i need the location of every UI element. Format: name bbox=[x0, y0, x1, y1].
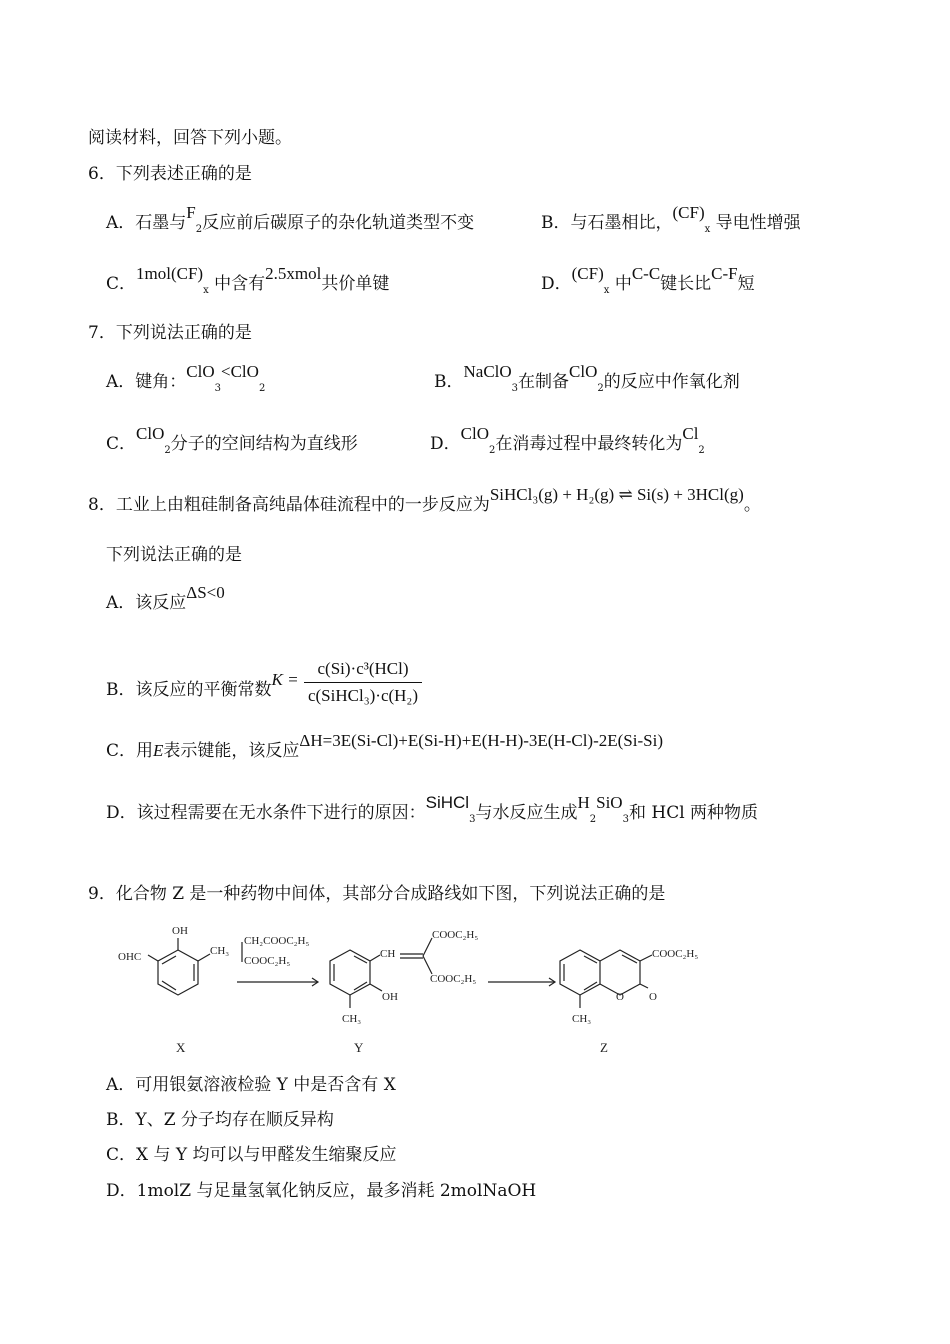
label-x: X bbox=[176, 1040, 186, 1055]
z-ch3-label: CH₃ bbox=[572, 1013, 592, 1025]
q9-option-c: C．X 与 Y 均可以与甲醛发生缩聚反应 bbox=[106, 1145, 397, 1165]
y-cooet-top: COOC₂H₅ bbox=[432, 929, 479, 941]
q9-stem: 9．化合物 Z 是一种药物中间体，其部分合成路线如下图，下列说法正确的是 bbox=[88, 884, 666, 904]
q6-option-c: C．$1mol(CF)_x$ 中含有2.5xmol共价单键 bbox=[106, 264, 390, 296]
label-z: Z bbox=[600, 1040, 608, 1055]
q6-option-b: B．与石墨相比，$(CF)_x$ 导电性增强 bbox=[541, 203, 801, 235]
q7-option-b: B．NaClO$_3$在制备ClO$_2$的反应中作氧化剂 bbox=[434, 362, 740, 394]
q9-option-a: A．可用银氨溶液检验 Y 中是否含有 X bbox=[106, 1075, 396, 1095]
z-cooet-label: COOC₂H₅ bbox=[652, 948, 699, 960]
y-benzene-ring bbox=[330, 950, 370, 995]
z-benzene-ring bbox=[560, 950, 600, 995]
q9-option-b: B．Y、Z 分子均存在顺反异构 bbox=[106, 1110, 334, 1130]
y-ch-label: CH bbox=[380, 948, 396, 960]
q8-option-a: A．该反应ΔS<0 bbox=[106, 583, 225, 613]
x-benzene-ring bbox=[158, 950, 198, 995]
x-ch3-label: CH₃ bbox=[210, 945, 230, 957]
equilibrium-constant-fraction: $\frac{\text{c(Si)·c³(HCl)}}{\text{c(SiHCl₃)·c(H₂)}}$ bbox=[304, 658, 422, 707]
q6-option-d: D．$(CF)_x$ 中C-C键长比C-F短 bbox=[541, 264, 755, 296]
q8-option-b: B．该反应的平衡常数K = $\frac{\text{c(Si)·c³(HCl)}}{\text{c(SiHCl₃)·c(H₂)}}$ bbox=[106, 666, 422, 715]
q6-option-a: A．石墨与$F_2$反应前后碳原子的杂化轨道类型不变 bbox=[106, 203, 475, 235]
q7-option-d: D．ClO$_2$在消毒过程中最终转化为$Cl_2$ bbox=[430, 424, 705, 456]
q8-option-d: D．该过程需要在无水条件下进行的原因：SiHCl$_3$与水反应生成$H_2SiO_3$和 HCl 两种物质 bbox=[106, 793, 759, 825]
q8-sub-stem: 下列说法正确的是 bbox=[106, 545, 242, 565]
reagent-line-2: COOC₂H₅ bbox=[244, 955, 291, 967]
synthesis-route-diagram bbox=[110, 920, 710, 1060]
q7-option-c: C．ClO$_2$分子的空间结构为直线形 bbox=[106, 424, 358, 456]
q9-option-d: D．1molZ 与足量氢氧化钠反应，最多消耗 2molNaOH bbox=[106, 1181, 537, 1201]
z-carbonyl-o: O bbox=[649, 991, 657, 1003]
q8-option-c: C．用E表示键能，该反应ΔH=3E(Si-Cl)+E(Si-H)+E(H-H)-3E(H-Cl)-2E(Si-Si) bbox=[106, 731, 663, 761]
label-y: Y bbox=[354, 1040, 364, 1055]
reagent-line-1: CH₂COOC₂H₅ bbox=[244, 935, 310, 947]
q7-option-a: A．键角：ClO$_3$<ClO$_2$ bbox=[106, 362, 266, 394]
intro-text: 阅读材料，回答下列小题。 bbox=[88, 128, 292, 148]
x-oh-label: OH bbox=[172, 925, 188, 937]
q6-stem: 6．下列表述正确的是 bbox=[88, 164, 252, 184]
x-cho-label: OHC bbox=[118, 951, 142, 963]
y-ch3-label: CH₃ bbox=[342, 1013, 362, 1025]
y-cooet-bottom: COOC₂H₅ bbox=[430, 973, 477, 985]
q8-equation: SiHCl₃(g) + H₂(g) ⇌ Si(s) + 3HCl(g) bbox=[489, 485, 744, 504]
z-ring-o: O bbox=[616, 991, 624, 1003]
q8-stem: 8．工业上由粗硅制备高纯晶体硅流程中的一步反应为SiHCl₃(g) + H₂(g) ⇌ Si(s) + 3HCl(g)。 bbox=[88, 485, 761, 515]
q7-stem: 7．下列说法正确的是 bbox=[88, 323, 252, 343]
y-oh-label: OH bbox=[382, 991, 398, 1003]
